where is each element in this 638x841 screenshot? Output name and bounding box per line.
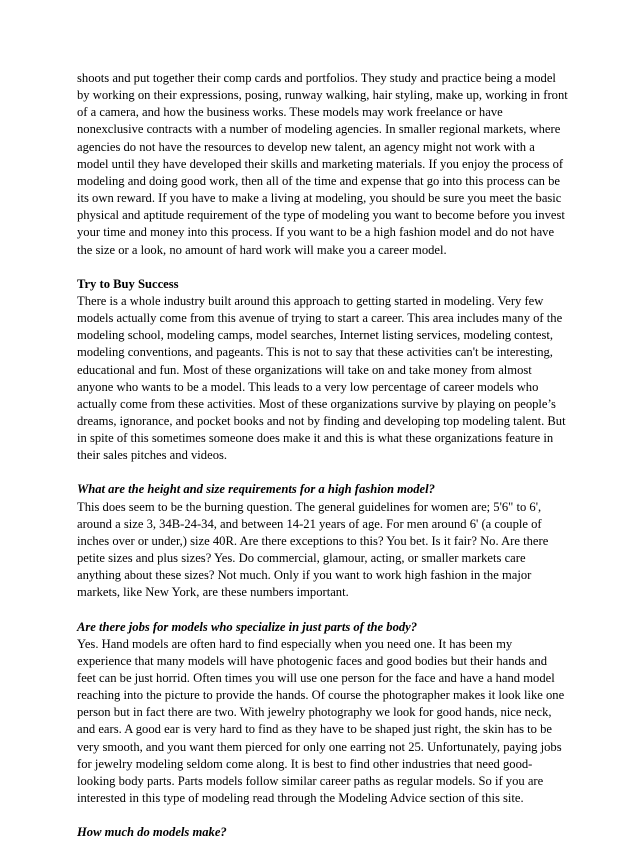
section-try-to-buy-success bbox=[77, 276, 566, 465]
text-line: its own reward. If you have to make a living at modeling, you should be sure you meet the basic bbox=[77, 191, 562, 206]
paragraph-spacer bbox=[77, 259, 563, 276]
paragraph-spacer bbox=[77, 602, 563, 619]
text-line: experience that many models will have photogenic faces and good bodies but their hands and bbox=[77, 653, 548, 668]
text-line: their sales pitches and videos. bbox=[77, 448, 228, 463]
text-line: for jewelry modeling seldom come along. It is best to find other industries that need good- bbox=[77, 756, 533, 771]
section-heading: What are the height and size requirements for a high fashion model? bbox=[77, 482, 435, 497]
text-line: model until they have developed their skills and marketing materials. If you enjoy the process of bbox=[77, 156, 564, 171]
text-line: person but in fact there are two. With jewelry photography we look for good hands, nice neck, bbox=[77, 705, 552, 720]
text-line: markets, like New York, are these numbers important. bbox=[77, 585, 349, 600]
text-line: models actually come from this avenue of trying to start a career. This area includes many of the bbox=[77, 311, 563, 326]
text-line: dreams, ignorance, and pocket books and not by finding and developing top modeling talent. But bbox=[77, 413, 566, 428]
section-body-parts-models bbox=[77, 619, 563, 808]
text-line: around a size 3, 34B-24-34, and between 14-21 years of age. For men around 6' (a couple of bbox=[77, 516, 542, 531]
text-line: modeling school, modeling camps, model searches, Internet listing services, modeling contest, bbox=[77, 328, 554, 343]
text-line: shoots and put together their comp cards and portfolios. They study and practice being a model bbox=[77, 71, 556, 85]
paragraph-spacer bbox=[77, 807, 563, 824]
text-line: physical and aptitude requirement of the type of modeling you want to become before you invest bbox=[77, 208, 565, 223]
text-line: agencies do not have the resources to develop new talent, an agency might not work with a bbox=[77, 139, 535, 154]
section-heading: How much do models make? bbox=[77, 825, 227, 840]
section-heading: Try to Buy Success bbox=[77, 276, 179, 291]
text-line: of a camera, and how the business works. These models may work freelance or have bbox=[77, 105, 503, 120]
text-line: anyone who wants to be a model. This leads to a very low percentage of career models who bbox=[77, 379, 539, 394]
text-line: This does seem to be the burning question. The general guidelines for women are; 5'6" to 6', bbox=[77, 499, 542, 514]
text-line: inches over or under,) size 40R. Are there exceptions to this? You bet. Is it fair? No. Are there bbox=[77, 533, 549, 548]
text-line: nonexclusive contracts with a number of modeling agencies. In smaller regional markets, where bbox=[77, 122, 561, 137]
text-line: modeling conventions, and pageants. This is not to say that these activities can't be interesting, bbox=[77, 345, 553, 360]
text-line: actually come from these activities. Most of these organizations survive by playing on people’s bbox=[77, 396, 556, 411]
text-line: anything about these sizes? Not much. Only if you want to work high fashion in the major bbox=[77, 568, 532, 583]
section-heading: Are there jobs for models who specialize in just parts of the body? bbox=[77, 619, 418, 634]
section-model-pay bbox=[77, 824, 563, 841]
text-line: and ears. A good ear is very hard to find as they have to be shaped just right, the skin has to be bbox=[77, 722, 552, 737]
text-line: very smooth, and you want them pierced for only one earring not 25. Unfortunately, paying jobs bbox=[77, 739, 562, 754]
document-page bbox=[77, 70, 568, 841]
text-line: educational and fun. Most of these organizations will take on and take money from almost bbox=[77, 362, 532, 377]
text-line: modeling and doing good work, then all of the time and expense that go into this process can be bbox=[77, 173, 561, 188]
text-line: by working on their expressions, posing, runway walking, hair styling, make up, working in front bbox=[77, 88, 568, 103]
text-line: feet can be just horrid. Often times you will use one person for the face and have a hand model bbox=[77, 671, 555, 685]
text-line: interested in this type of modeling read through the Modeling Advice section of this site. bbox=[77, 791, 524, 806]
text-line: Yes. Hand models are often hard to find especially when you need one. It has been my bbox=[77, 636, 513, 651]
text-line: your time and money into this process. If you want to be a high fashion model and do not have bbox=[77, 225, 555, 240]
text-line: reaching into the picture to provide the hands. Of course the photographer makes it look like one bbox=[77, 688, 565, 703]
section-height-size-requirements bbox=[77, 481, 563, 601]
intro-paragraph bbox=[77, 70, 568, 259]
text-line: petite sizes and plus sizes? Yes. Do commercial, glamour, acting, or smaller markets care bbox=[77, 551, 526, 566]
text-line: There is a whole industry built around this approach to getting started in modeling. Very few bbox=[77, 293, 544, 308]
text-line: the size or a look, no amount of hard work will make you a career model. bbox=[77, 242, 447, 257]
text-line: looking body parts. Parts models follow similar career paths as regular models. So if you are bbox=[77, 773, 544, 788]
text-line: in spite of this sometimes someone does make it and this is what these organizations feature in bbox=[77, 431, 554, 446]
paragraph-spacer bbox=[77, 464, 563, 481]
